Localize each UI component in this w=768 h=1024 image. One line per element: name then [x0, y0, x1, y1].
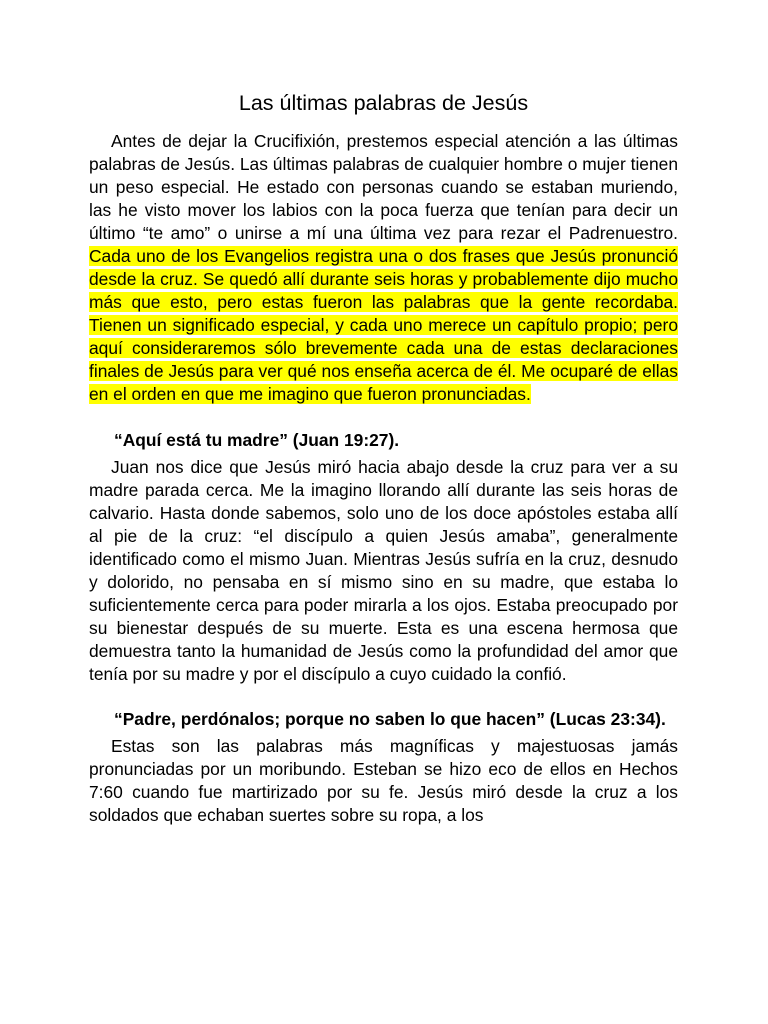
section-heading-2: “Padre, perdónalos; porque no saben lo que hacen” (Lucas 23:34).: [114, 709, 666, 729]
section-body-2: Estas son las palabras más magníficas y majestuosas jamás pronunciadas por un moribundo. Esteban se hizo eco de ellos en Hechos 7:60 cuando fue martirizado por su fe. Jesús miró desde la cruz a los soldados que echaban suertes sobre su ropa, a los: [89, 736, 678, 825]
section-body-1: Juan nos dice que Jesús miró hacia abajo desde la cruz para ver a su madre parada cerca. Me la imagino llorando allí durante las seis horas de calvario. Hasta donde sabemos, solo uno de los doce apóstoles estaba allí al pie de la cruz: “el discípulo a quien Jesús amaba”, generalmente identificado como el mismo Juan. Mientras Jesús sufría en la cruz, desnudo y dolorido, no pensaba en sí mismo sino en su madre, que estaba lo suficientemente cerca para poder mirarla a los ojos. Estaba preocupado por su bienestar después de su muerte. Esta es una escena hermosa que demuestra tanto la humanidad de Jesús como la profundidad del amor que tenía por su madre y por el discípulo a cuyo cuidado la confió.: [89, 457, 678, 684]
intro-plain-text: Antes de dejar la Crucifixión, prestemos especial atención a las últimas palabras de Jesús. Las últimas palabras de cualquier hombre o mujer tienen un peso especial. He estado con personas cuando se estaban muriendo, las he visto mover los labios con la poca fuerza que tenían para decir un último “te amo” o unirse a mí una última vez para rezar el Padrenuestro.: [89, 131, 678, 243]
document-page: [89, 88, 678, 827]
section-heading-1: “Aquí está tu madre” (Juan 19:27).: [114, 430, 400, 450]
page-title: Las últimas palabras de Jesús: [238, 91, 529, 115]
spacer: [89, 686, 678, 708]
intro-paragraph: [89, 130, 678, 406]
intro-highlighted-text: Cada uno de los Evangelios registra una o dos frases que Jesús pronunció desde la cruz. Se quedó allí durante seis horas y probablemente dijo mucho más que esto, pero estas fueron las palabras que la gente recordaba. Tienen un significado especial, y cada uno merece un capítulo propio; pero aquí consideraremos sólo brevemente cada una de estas declaraciones finales de Jesús para ver qué nos enseña acerca de él. Me ocuparé de ellas en el orden en que me imagino que fueron pronunciadas.: [89, 246, 678, 404]
spacer: [89, 406, 678, 429]
